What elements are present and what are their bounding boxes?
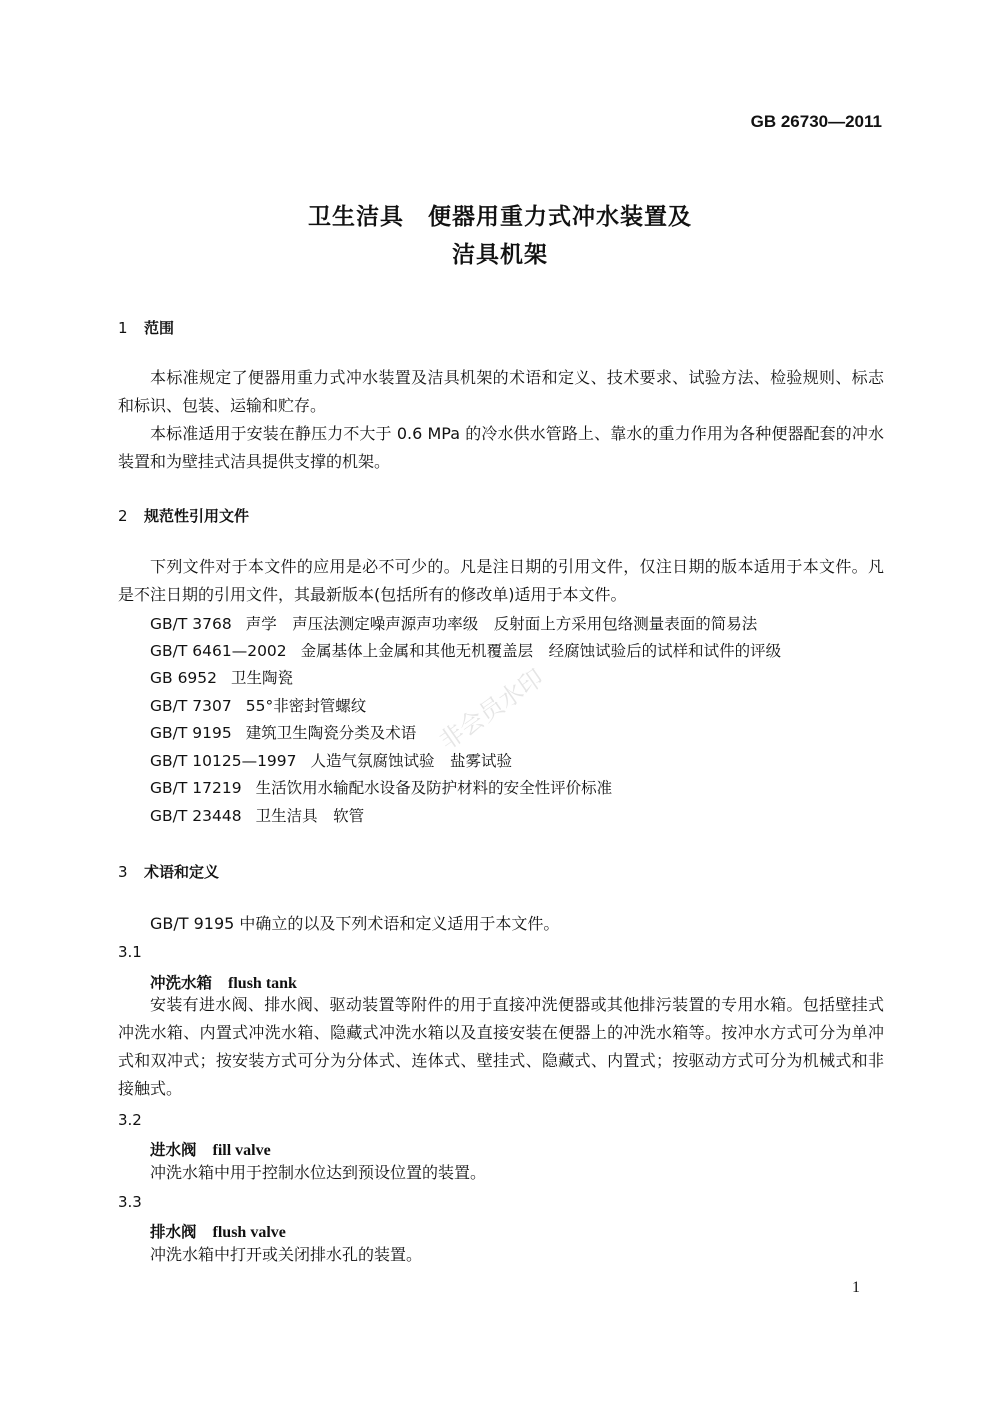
reference-code: GB/T 7307 (150, 697, 232, 715)
section-title: 范围 (144, 319, 175, 337)
term-number: 3.1 (118, 943, 142, 961)
reference-title: 生活饮用水输配水设备及防护材料的安全性评价标准 (255, 779, 613, 797)
section-number: 3 (118, 863, 128, 881)
reference-code: GB/T 3768 (150, 615, 232, 633)
reference-code: GB/T 23448 (150, 807, 242, 825)
term-definition: 冲洗水箱中用于控制水位达到预设位置的装置。 (150, 1163, 487, 1182)
reference-title: 卫生陶瓷 (231, 669, 294, 687)
watermark: 非会员水印 (434, 663, 549, 756)
term-heading (150, 971, 297, 993)
reference-title: 金属基体上金属和其他无机覆盖层 经腐蚀试验后的试样和试件的评级 (300, 642, 782, 660)
section-title: 术语和定义 (144, 863, 220, 881)
reference-item (150, 666, 293, 688)
section-number: 2 (118, 507, 128, 525)
section-1-para-2: 本标准适用于安装在静压力不大于 0.6 MPa 的冷水供水管路上、靠水的重力作用为各种便器配套的冲水装置和为壁挂式洁具提供支撑的机架。 (118, 424, 884, 471)
term-definition: 安装有进水阀、排水阀、驱动装置等附件的用于直接冲洗便器或其他排污装置的专用水箱。包括壁挂式冲洗水箱、内置式冲洗水箱、隐藏式冲洗水箱以及直接安装在便器上的冲洗水箱等。按冲水方式可分为单冲式和双冲式；按安装方式可分为分体式、连体式、壁挂式、隐藏式、内置式；按驱动方式可分为机械式和非接触式。 (118, 995, 884, 1098)
term-heading (150, 1138, 271, 1160)
section-1-para-1: 本标准规定了便器用重力式冲水装置及洁具机架的术语和定义、技术要求、试验方法、检验规则、标志和标识、包装、运输和贮存。 (118, 368, 884, 415)
term-number: 3.2 (118, 1111, 142, 1129)
reference-item (150, 694, 366, 716)
document-title-line2: 洁具机架 (452, 242, 548, 268)
reference-item (150, 612, 757, 634)
section-title: 规范性引用文件 (144, 507, 250, 525)
section-3-heading (118, 861, 219, 882)
section-number: 1 (118, 319, 128, 337)
term-en: flush valve (212, 1224, 286, 1241)
section-2-intro: 下列文件对于本文件的应用是必不可少的。凡是注日期的引用文件，仅注日期的版本适用于本文件。凡是不注日期的引用文件，其最新版本(包括所有的修改单)适用于本文件。 (118, 557, 884, 604)
standard-code: GB 26730—2011 (750, 112, 882, 131)
term-heading (150, 1220, 286, 1242)
term-en: flush tank (228, 975, 297, 992)
reference-title: 人造气氛腐蚀试验 盐雾试验 (310, 752, 513, 770)
reference-code: GB/T 6461—2002 (150, 642, 287, 660)
page-number: 1 (852, 1279, 860, 1296)
section-2-heading (118, 505, 249, 526)
term-number: 3.3 (118, 1193, 142, 1211)
term-cn: 冲洗水箱 (150, 974, 213, 992)
reference-code: GB 6952 (150, 669, 218, 687)
reference-item (150, 721, 416, 743)
reference-item (150, 776, 612, 798)
reference-title: 卫生洁具 软管 (255, 807, 365, 825)
reference-item (150, 639, 781, 661)
reference-title: 建筑卫生陶瓷分类及术语 (245, 724, 417, 742)
reference-code: GB/T 9195 (150, 724, 232, 742)
reference-item (150, 749, 512, 771)
term-cn: 排水阀 (150, 1223, 197, 1241)
term-definition: 冲洗水箱中打开或关闭排水孔的装置。 (150, 1245, 423, 1264)
section-1-heading (118, 317, 174, 338)
document-title-line1: 卫生洁具 便器用重力式冲水装置及 (308, 204, 692, 230)
reference-code: GB/T 10125—1997 (150, 752, 297, 770)
term-cn: 进水阀 (150, 1141, 197, 1159)
reference-item (150, 804, 364, 826)
reference-title: 声学 声压法测定噪声源声功率级 反射面上方采用包络测量表面的简易法 (245, 615, 758, 633)
term-en: fill valve (212, 1142, 271, 1159)
reference-title: 55°非密封管螺纹 (245, 697, 367, 715)
reference-code: GB/T 17219 (150, 779, 242, 797)
section-3-intro: GB/T 9195 中确立的以及下列术语和定义适用于本文件。 (150, 914, 560, 933)
